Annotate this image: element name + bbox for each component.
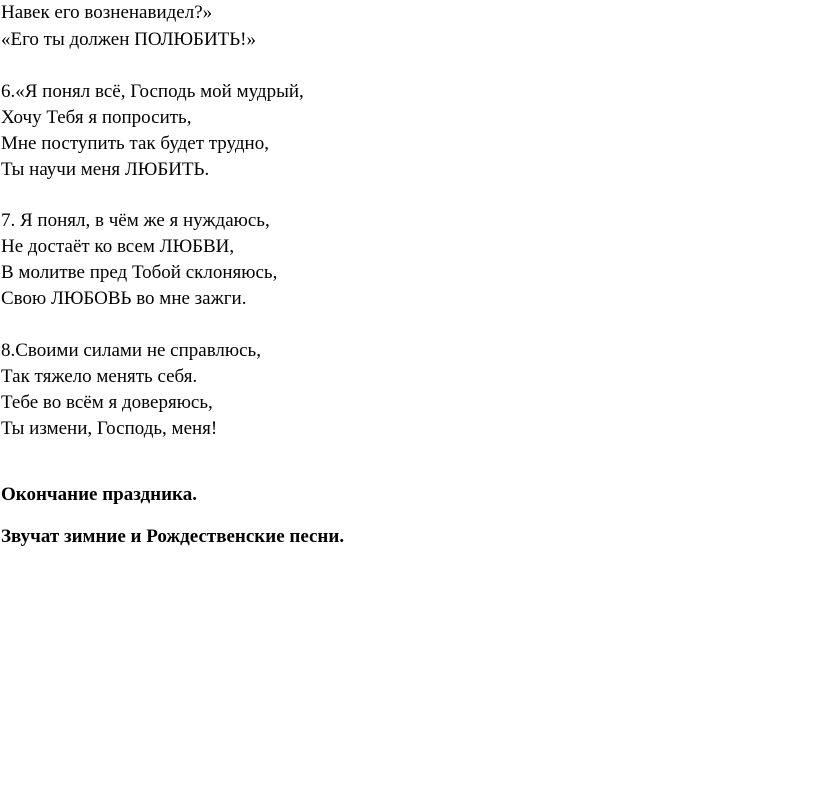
stanza-6-line-3: Мне поступить так будет трудно, [1,133,269,154]
event-end-heading: Окончание праздника. [1,484,197,505]
stanza-8-line-1: 8.Своими силами не справлюсь, [1,340,261,361]
stanza-6-line-4: Ты научи меня ЛЮБИТЬ. [1,159,210,180]
stanza-6-line-2: Хочу Тебя я попросить, [1,107,192,128]
stanza-7-line-3: В молитве пред Тобой склоняюсь, [1,262,278,283]
opening-line-2: «Его ты должен ПОЛЮБИТЬ!» [1,29,257,50]
stanza-7-line-1: 7. Я понял, в чём же я нуждаюсь, [1,210,270,231]
stanza-8-line-4: Ты измени, Господь, меня! [1,418,218,439]
songs-note-heading: Звучат зимние и Рождественские песни. [1,526,345,547]
stanza-7-line-2: Не достаёт ко всем ЛЮБВИ, [1,236,235,257]
stanza-8-line-3: Тебе во всём я доверяюсь, [1,392,213,413]
stanza-6-line-1: 6.«Я понял всё, Господь мой мудрый, [1,81,304,102]
stanza-8-line-2: Так тяжело менять себя. [1,366,198,387]
opening-line-1: Навек его возненавидел?» [1,2,213,23]
stanza-7-line-4: Свою ЛЮБОВЬ во мне зажги. [1,288,247,309]
